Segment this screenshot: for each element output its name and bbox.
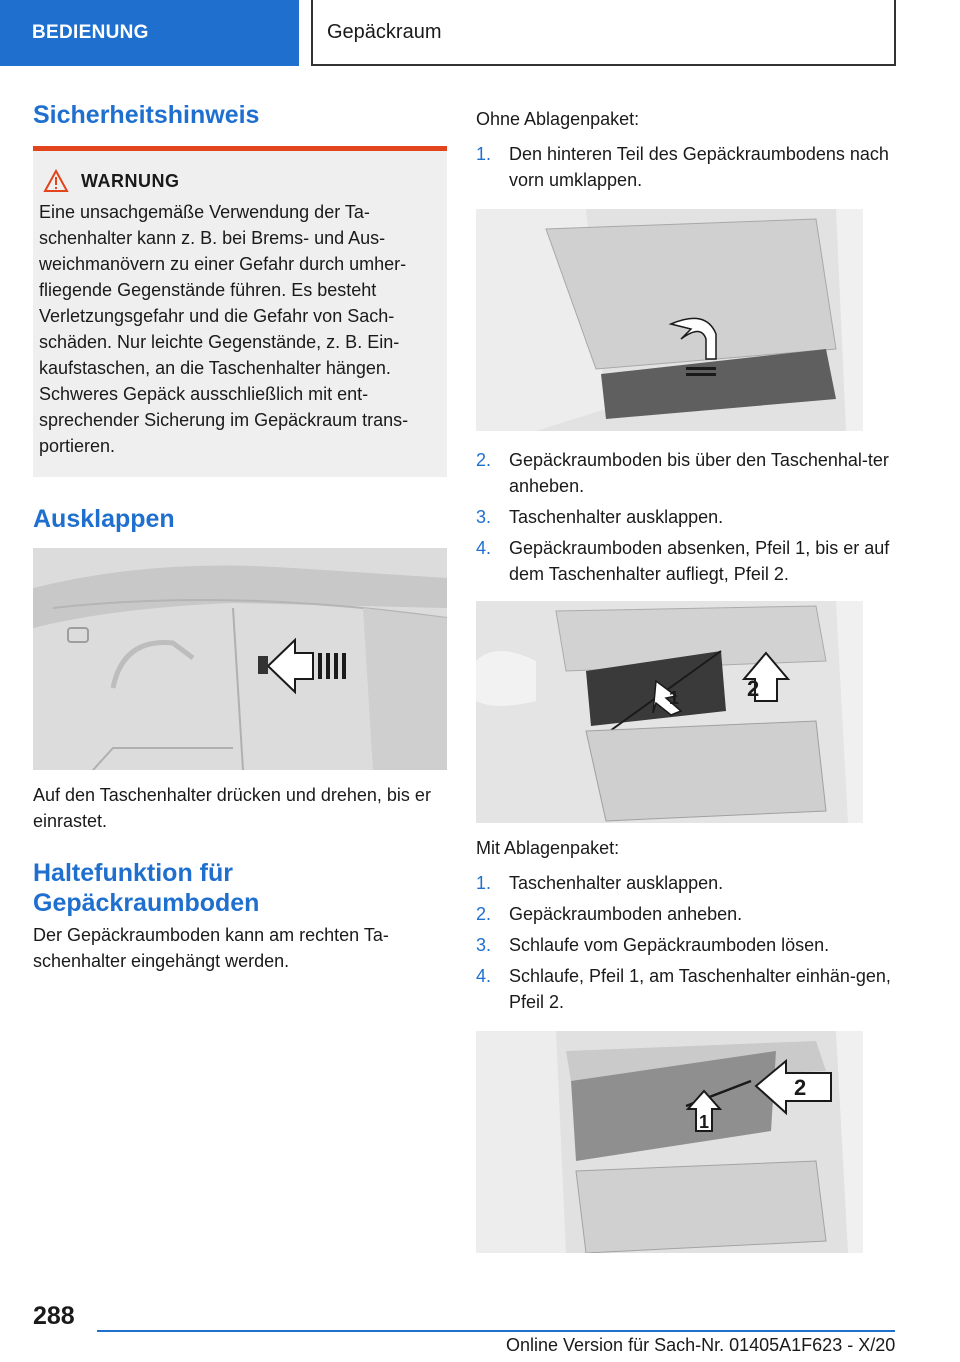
step-number: 3. [476, 507, 492, 527]
floor-fold-photo [476, 209, 863, 431]
section-label: BEDIENUNG [32, 22, 149, 43]
step-number: 1. [476, 873, 492, 893]
with-package-intro: Mit Ablagenpaket: [476, 838, 620, 858]
step-number: 4. [476, 538, 492, 558]
chapter-label: Gepäckraum [327, 20, 442, 43]
step-text: Den hinteren Teil des Gepäckraumbodens nach vorn umklappen. [509, 144, 889, 190]
list-item [476, 901, 896, 927]
list-item [476, 447, 896, 499]
left-column [33, 100, 447, 974]
step-text: Taschenhalter ausklappen. [509, 507, 724, 527]
unfold-instruction: Auf den Taschenhalter drücken und drehen, bis er einrastet. [33, 785, 431, 831]
step-number: 2. [476, 450, 492, 470]
hold-function-heading: Haltefunktion für Gepäckraumboden [33, 859, 260, 917]
step-text: Gepäckraumboden absenken, Pfeil 1, bis er auf dem Taschenhalter aufliegt, Pfeil 2. [509, 538, 890, 584]
floor-lower-photo [476, 601, 863, 823]
list-item [476, 963, 896, 1015]
bag-hook-photo [33, 548, 447, 770]
loop-hook-photo [476, 1031, 863, 1253]
warning-label: WARNUNG [81, 170, 180, 191]
without-package-steps [476, 447, 896, 587]
arrow-label-1: 1 [699, 1112, 710, 1132]
step-number: 1. [476, 144, 492, 164]
warning-box [33, 146, 447, 477]
step-text: Taschenhalter ausklappen. [509, 873, 724, 893]
warning-triangle-icon [43, 169, 69, 193]
warning-text: Eine unsachgemäße Verwendung der Ta-schenhalter kann z. B. bei Brems- und Aus-weichmanövern zu einer Gefahr durch umher-fliegende Gegenstände führen. Es besteht Verletzungsgefahr und die Gefahr von Sach-schäden. Nur leichte Gegenstände, z. B. Ein-kaufstaschen, an die Taschenhalter hängen. Schweres Gepäck ausschließlich mit ent-sprechender Sicherung im Gepäckraum trans-portieren. [39, 202, 409, 456]
arrow-label-2: 2 [794, 1075, 807, 1100]
unfold-heading: Ausklappen [33, 505, 175, 533]
hold-function-text: Der Gepäckraumboden kann am rechten Ta-schenhalter eingehängt werden. [33, 925, 389, 971]
without-package-step1-list [476, 141, 896, 193]
step-number: 2. [476, 904, 492, 924]
header-section-tab [0, 0, 299, 66]
step-number: 4. [476, 966, 492, 986]
list-item [476, 535, 896, 587]
step-number: 3. [476, 935, 492, 955]
list-item [476, 141, 896, 193]
arrow-label-1: 1 [669, 688, 680, 708]
page-number: 288 [33, 1302, 75, 1330]
safety-heading: Sicherheitshinweis [33, 101, 260, 129]
arrow-label-2: 2 [747, 676, 760, 701]
without-package-intro: Ohne Ablagenpaket: [476, 109, 640, 129]
step-text: Gepäckraumboden anheben. [509, 904, 743, 924]
step-text: Schlaufe, Pfeil 1, am Taschenhalter einhän-gen, Pfeil 2. [509, 966, 891, 1012]
list-item [476, 870, 896, 896]
list-item [476, 932, 896, 958]
list-item [476, 504, 896, 530]
footer-version-text: Online Version für Sach-Nr. 01405A1F623 - X/20 [506, 1335, 896, 1355]
right-column [476, 100, 896, 1253]
header-chapter-box [311, 0, 896, 66]
footer-rule [97, 1330, 895, 1332]
warning-header [39, 169, 437, 193]
step-text: Schlaufe vom Gepäckraumboden lösen. [509, 935, 830, 955]
with-package-steps [476, 870, 896, 1015]
step-text: Gepäckraumboden bis über den Taschenhal-ter anheben. [509, 450, 889, 496]
